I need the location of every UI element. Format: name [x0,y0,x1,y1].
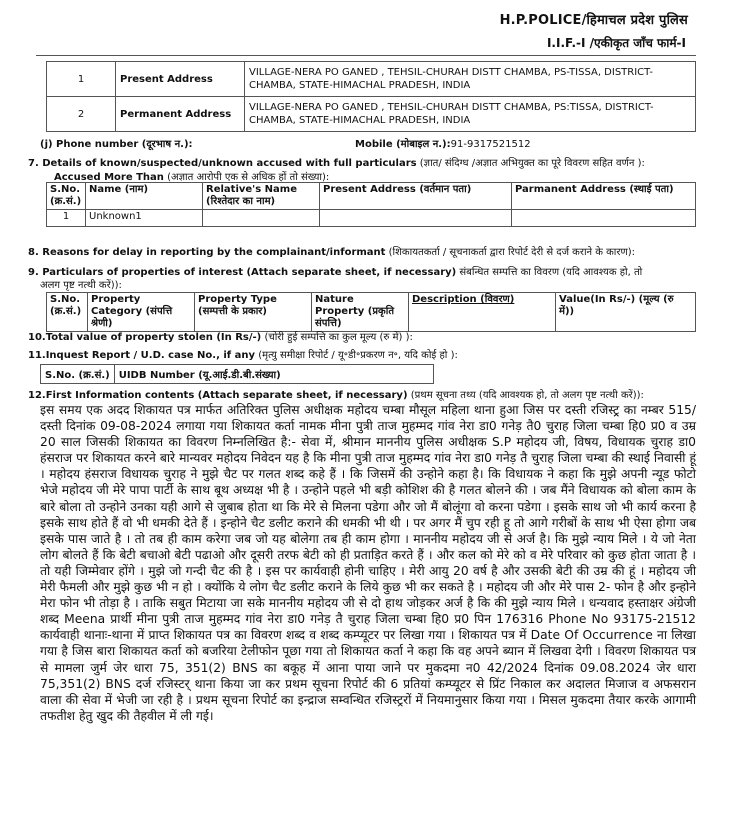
col-header: Name (नाम) [86,183,203,210]
cell [320,210,512,227]
col-header: S.No. (क्र.सं.) [41,365,115,384]
table-header-row [47,183,696,210]
mobile-label: Mobile (मोबाइल न.): [355,139,451,150]
accused-more-than-hi: (अज्ञात आरोपी एक से अधिक हों तो संख्या): [167,172,330,183]
mobile-row [355,136,531,150]
section-8-title: 8. Reasons for delay in reporting by the complainant/informant [28,247,386,258]
address-label: Present Address [116,62,245,97]
accused-table [46,182,696,227]
col-header: Parmanent Address (स्थाई पता) [512,183,696,210]
address-value: VILLAGE-NERA PO GANED , TEHSIL-CHURAH DISTT CHAMBA, PS:TISSA, DISTRICT-CHAMBA, STATE-HIMACHAL PRADESH, INDIA [245,97,696,132]
cell: 1 [47,210,86,227]
section-12-title: 12.First Information contents (Attach separate sheet, if necessary) [28,390,408,401]
col-header: UIDB Number (यू.आई.डी.बी.संख्या) [114,365,433,384]
cell [512,210,696,227]
col-header: S.No. (क्र.सं.) [47,293,88,332]
section-12-title-hi: (प्रथम सूचना तथ्य (यदि आवश्यक हो, तो अलग पृष्ट नत्थी करें)): [410,390,644,401]
section-7-title-hi: (ज्ञात/ संदिग्ध /अज्ञात अभियुक्त का पूरे विवरण सहित वर्णन ): [419,158,645,169]
col-header: Property Type (सम्पत्ती के प्रकार) [195,293,312,332]
col-header: Present Address (वर्तमान पता) [320,183,512,210]
col-header: S.No. (क्र.सं.) [47,183,86,210]
table-header-row [41,365,434,384]
section-8-title-hi: (शिकायतकर्ता / सूचनाकर्ता द्वारा रिपोर्ट देरी से दर्ज कराने के कारण): [388,247,635,258]
address-label: Permanent Address [116,97,245,132]
section-9-title-hi: संबन्धित सम्पत्ति का विवरण (यदि आवश्यक हो, तो [459,267,643,278]
table-row [47,97,696,132]
table-row [47,210,696,227]
header-divider [36,55,696,56]
section-10-heading [28,329,413,343]
section-11-title-hi: (मृत्यु समीक्षा रिपोर्ट / यू॰डी॰प्रकरण न॰, यदि कोई हो ): [258,350,458,361]
form-header-subtitle: I.I.F.-I /एकीकृत जाँच फार्म-I [546,36,686,50]
col-header: Description (विवरण) [409,293,556,332]
cell: Unknown1 [86,210,203,227]
fir-body-text: इस समय एक अदद शिकायत पत्र मार्फत अतिरिक्त पुलिस अधीक्षक महोदय चम्बा मौसूल महिला थाना हुआ जिस पर दस्ती रजिस्ट्र्र का नम्बर 515/दस्ती दिनांक 09-08-2024 लगाया गया शिकायत कर्ता नामक मीना पुत्री ताज मुहम्मद गांव नेरा डा0 गनेड़ तै0 चुराह जिला चम्बा हि0 प्र0 व उम्र 20 साल जिसकी शिकायत का विवरण निम्नलिखित है:- सेवा में, श्रीमान माननीय पुलिस अधीक्षक S.P महोदय जी, विषय, विधायक चुराह डा0 हंसराज पर शिकायत करने बारे मान्यवर महोदय निवेदन यह है कि मीना पुत्री ताज मुहम्मद गांव नेरा डा0 गनेड़ तै चुराह जिला चम्बा की स्थाई निवासी हूं । महोदय हंसराज विधायक चुराह ने मुझे चैट पर गलत शब्द कहे हैं । कि जिसमें की उन्होने कहा है। कि विधायक ने कहा कि मुझे अपनी न्यूड फोटो भेजे महोदय जी मेरे पापा पार्टी के साथ बूथ अध्यक्ष भी है । उन्होने पहले भी बड़ी कोशिश की है गलत बोलने की । जब मैंने विधायक को बोला काम के बारे बोला तो उन्होने उनका यही आगे से जुबाब होता था कि मेरे से मिलना पडेगा और जो मैं बोलूंगा वो करना पडेगा । इसके साथ जो भी कार्य करना है इसके साथ होते हैं वो भी धमकी देते हैं । इन्होने चैट डलीट कराने की धमकी भी थी । पर अगर मैं चुप रही हू तो आगे गरीबों के साथ भी ऐसा होगा जब इसके पास जाते है । तो तब ही काम करेगा जब जो यह बोलेगा तब ही काम होगा । माननीय महोदय जी से अर्ज है। कि मुझे न्याय मिले । ये जो नेता लोग बोलते हैं कि बेटी बचाओ बेटी पढाओ और दूसरी तरफ बेटी को ही प्रताड़ित करते हैं । और कल को मेरे को व मेरे परिवार को कुछ होता जाता है । तो यही जिम्मेवार होंगे । मुझे जो गन्दी चैट की है । इस पर कार्यवाही होनी चाहिए । मेरी आयु 20 वर्ष है और उसकी बेटी की उम्र की हूं । महोदय जी मेरी फैमली और मुझे कुछ भी न हो । क्योंकि ये लोग चैट डलीट कराने के लिये कुछ भी कर सकते है । महोदय जी और मेरे पास 2- फोन है और इन्होने मेरा फोन भी तोड़ा है । ताकि सबुत मिटाया जा सके माननीय महोदय जी से दो हाथ जोड़कर अर्ज है कि की मुझे न्याय मिले । धन्यवाद हस्ताक्षर अंग्रेजी शब्द Meena प्रार्थी मीना पुत्री ताज मुहम्मद गांव नेरा डा0 गनेड़ तै चुराह जिला चम्बा हि0 प्र0 पिन 176316 Phone No 93175-21512 कार्यवाही थानाः-थाना में प्राप्त शिकायत पत्र का विवरण शब्द व शब्द कम्प्यूटर पर लिखा गया । शिकायत पत्र में Date Of Occurrence ना लिखा गया है जिस बारा शिकायत कर्ता को बजरिया टेलीफोन पूछा गया तो शिकायत कर्ता ने कहा कि वह अपने ब्यान में लिखवा देगी । विवरण शिकायत पत्र से मामला जुर्म जेर धारा 75, 351(2) BNS का बकूह में आना पाया जाने पर मुकदमा न0 42/2024 दिनांक 09.08.2024 जेर धारा 75,351(2) BNS दर्ज रजिस्टर् थाना किया जा कर प्रथम सूचना रिपोर्ट की 6 प्रतियां कम्प्यूटर से प्रिंट निकाल कर अदालत मिजाज व अफसरान वाला की सेवा में भेजी जा रही है । प्रथम सूचना रिपोर्ट का इन्द्राज सम्वन्धित रजिस्ट्ररों में नियमानुसार किया गया । मिसल मुकदमा तैयार करके आगामी तफतीश हेतु खुद की तैहवील में ली गई। [40,403,696,723]
section-8-heading [28,244,635,258]
address-table [46,61,696,132]
col-header: Property Category (संपत्ति श्रेणी) [88,293,195,332]
section-7-title: 7. Details of known/suspected/unknown accused with full particulars [28,158,417,169]
uidb-table [40,364,434,384]
section-9-title: 9. Particulars of properties of interest (Attach separate sheet, if necessary) [28,267,457,278]
address-sno: 2 [47,97,116,132]
section-11-heading [28,347,458,361]
address-value: VILLAGE-NERA PO GANED , TEHSIL-CHURAH DISTT CHAMBA, PS-TISSA, DISTRICT-CHAMBA, STATE-HIMACHAL PRADESH, INDIA [245,62,696,97]
section-9-heading [28,264,642,278]
col-header: Nature Property (प्रकृति संपत्ति) [312,293,409,332]
phone-label: (j) Phone number (दूरभाष न.): [40,139,193,150]
accused-more-than-label: Accused More Than [54,172,164,183]
section-11-title: 11.Inquest Report / U.D. case No., if any [28,350,256,361]
section-9-title-hi2: अलग पृष्ट नत्थी करें)): [40,280,122,291]
form-header-title: H.P.POLICE/हिमाचल प्रदेश पुलिस [499,13,688,28]
col-header: Relative's Name (रिश्तेदार का नाम) [203,183,320,210]
fir-contents [40,402,696,724]
cell [203,210,320,227]
section-7-heading [28,155,645,169]
section-12-heading [28,387,644,401]
section-10-title: 10.Total value of property stolen (In Rs/-) [28,332,262,343]
accused-more-than [54,169,329,183]
mobile-value: 91-9317521512 [450,139,531,150]
table-header-row [47,293,696,332]
address-sno: 1 [47,62,116,97]
property-table [46,292,696,332]
section-10-title-hi: (चोरी हुई सम्पत्ति का कुल मूल्य (रु में) ): [264,332,413,343]
col-header: Value(In Rs/-) (मूल्य (रु में)) [556,293,696,332]
table-row [47,62,696,97]
